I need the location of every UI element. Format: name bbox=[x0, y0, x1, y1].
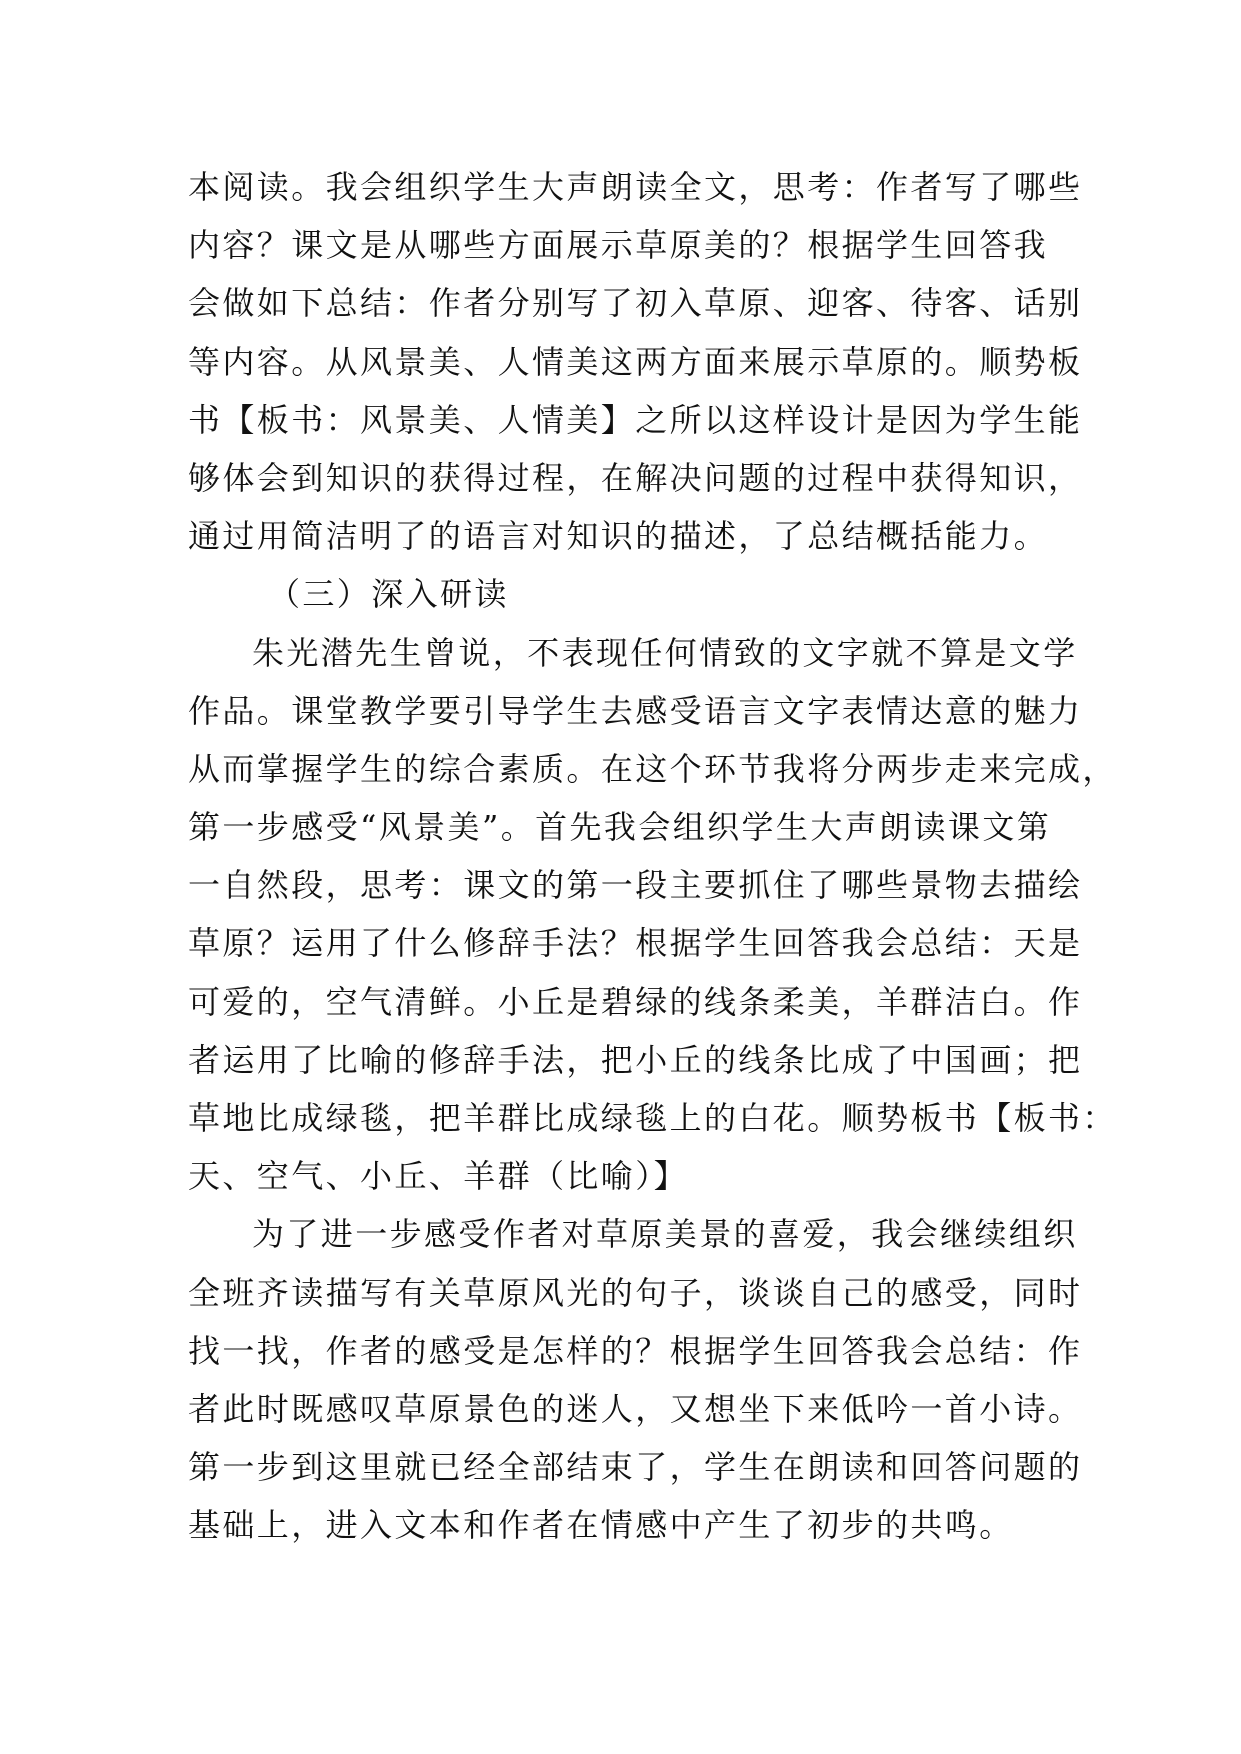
body-text bbox=[188, 158, 1117, 1555]
text-line: 会做如下总结：作者分别写了初入草原、迎客、待客、话别 bbox=[188, 284, 1083, 323]
paragraph-zhu-guangqian bbox=[188, 624, 1117, 1206]
text-line: 通过用简洁明了的语言对知识的描述，了总结概括能力。 bbox=[188, 517, 1049, 556]
text-line: 者运用了比喻的修辞手法，把小丘的线条比成了中国画；把 bbox=[188, 1040, 1083, 1079]
text-line: 基础上，进入文本和作者在情感中产生了初步的共鸣。 bbox=[188, 1506, 1014, 1545]
text-line: 内容？课文是从哪些方面展示草原美的？根据学生回答我 bbox=[188, 226, 1049, 265]
text-line: 可爱的，空气清鲜。小丘是碧绿的线条柔美，羊群洁白。作 bbox=[188, 982, 1083, 1021]
text-line: 草地比成绿毯，把羊群比成绿毯上的白花。顺势板书【板书： bbox=[188, 1099, 1117, 1137]
text-line: 从而掌握学生的综合素质。在这个环节我将分两步走来完成， bbox=[188, 749, 1117, 788]
section-heading: （三）深入研读 bbox=[268, 575, 509, 614]
text-line: 第一步感受“风景美”。首先我会组织学生大声朗读课文第 bbox=[188, 808, 1052, 847]
paragraph-further-feeling bbox=[188, 1205, 1083, 1554]
text-line: 书【板书：风景美、人情美】之所以这样设计是因为学生能 bbox=[188, 400, 1083, 439]
text-line: 为了进一步感受作者对草原美景的喜爱，我会继续组织 bbox=[252, 1215, 1078, 1254]
text-line: 朱光潜先生曾说，不表现任何情致的文字就不算是文学 bbox=[252, 633, 1078, 672]
text-line: 找一找，作者的感受是怎样的？根据学生回答我会总结：作 bbox=[188, 1331, 1083, 1370]
text-line: 第一步到这里就已经全部结束了，学生在朗读和回答问题的 bbox=[188, 1448, 1083, 1487]
text-line: 一自然段，思考：课文的第一段主要抓住了哪些景物去描绘 bbox=[188, 866, 1083, 905]
text-line: 等内容。从风景美、人情美这两方面来展示草原的。顺势板 bbox=[188, 342, 1083, 381]
text-line: 作品。课堂教学要引导学生去感受语言文字表情达意的魅力 bbox=[188, 691, 1083, 730]
text-line: 够体会到知识的获得过程，在解决问题的过程中获得知识， bbox=[188, 458, 1083, 497]
text-line: 者此时既感叹草原景色的迷人，又想坐下来低吟一首小诗。 bbox=[188, 1389, 1083, 1428]
text-line: 全班齐读描写有关草原风光的句子，谈谈自己的感受，同时 bbox=[188, 1273, 1083, 1312]
text-line: 草原？运用了什么修辞手法？根据学生回答我会总结：天是 bbox=[188, 924, 1083, 963]
text-line: 天、空气、小丘、羊群（比喻）】 bbox=[188, 1157, 689, 1196]
paragraph-continuation bbox=[188, 158, 1083, 565]
text-line: 本阅读。我会组织学生大声朗读全文，思考：作者写了哪些 bbox=[188, 168, 1083, 206]
